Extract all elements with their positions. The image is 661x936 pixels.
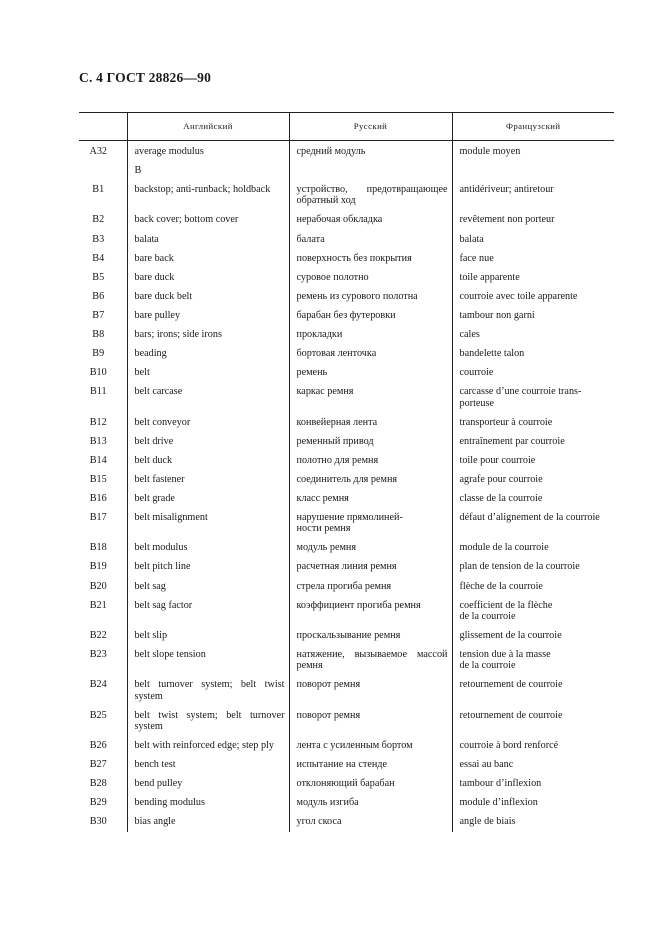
term-french: revêtement non porteur	[452, 211, 614, 230]
term-english: bare duck belt	[127, 287, 289, 306]
table-row	[79, 268, 614, 287]
table-row	[79, 230, 614, 249]
column-header-french: Французский	[452, 113, 614, 141]
term-english: bars; irons; side irons	[127, 325, 289, 344]
term-french: coefficient de la flèche de la courroie	[452, 596, 614, 626]
term-russian: суровое полотно	[289, 268, 452, 287]
term-russian: конвейерная лента	[289, 413, 452, 432]
table-row	[79, 736, 614, 755]
term-code: B5	[92, 271, 105, 283]
table-row	[79, 558, 614, 577]
term-english: average modulus	[127, 141, 289, 162]
page-header: С. 4 ГОСТ 28826—90	[79, 70, 212, 85]
term-english: bend pulley	[127, 775, 289, 794]
term-code: A32	[89, 146, 108, 157]
term-french: courroie	[452, 364, 614, 383]
term-code: B24	[89, 679, 107, 691]
term-russian: испытание на стенде	[289, 755, 452, 774]
term-english: belt modulus	[127, 539, 289, 558]
table-row	[79, 413, 614, 432]
term-french: toile pour courroie	[452, 451, 614, 470]
table-row	[79, 141, 614, 162]
term-code: B21	[89, 599, 107, 611]
term-french: antidériveur; antiretour	[452, 181, 614, 211]
term-russian: поверхность без покрытия	[289, 249, 452, 268]
term-russian: каркас ремня	[289, 383, 452, 413]
table-row	[79, 249, 614, 268]
term-english: bench test	[127, 755, 289, 774]
term-french: entraînement par courroie	[452, 432, 614, 451]
term-english: bare back	[127, 249, 289, 268]
term-english: back cover; bottom cover	[127, 211, 289, 230]
term-french: transporteur à courroie	[452, 413, 614, 432]
term-russian: поворот ремня	[289, 676, 452, 706]
table-row	[79, 676, 614, 706]
term-russian: ремень	[289, 364, 452, 383]
term-english: belt sag factor	[127, 596, 289, 626]
term-french: tambour non garni	[452, 306, 614, 325]
term-french: plan de tension de la courroie	[452, 558, 614, 577]
column-header-english: Английский	[127, 113, 289, 141]
table-row	[79, 577, 614, 596]
term-russian: натяжение, вызываемое массой ремня	[289, 645, 452, 675]
table-row	[79, 596, 614, 626]
term-code: B29	[89, 797, 107, 809]
table-row	[79, 364, 614, 383]
table-row	[79, 470, 614, 489]
term-code: B12	[89, 416, 107, 428]
table-row	[79, 775, 614, 794]
table-row	[79, 451, 614, 470]
table-row	[79, 432, 614, 451]
table-row	[79, 287, 614, 306]
term-code: B10	[89, 367, 107, 379]
term-english: balata	[127, 230, 289, 249]
term-french: tambour d’inflexion	[452, 775, 614, 794]
term-english: bare pulley	[127, 306, 289, 325]
table-row	[79, 211, 614, 230]
term-code: B4	[92, 252, 105, 264]
term-russian: устройство, предотвращающее обратный ход	[289, 181, 452, 211]
term-french: bandelette talon	[452, 345, 614, 364]
table-row	[79, 813, 614, 832]
term-code: B6	[92, 290, 105, 302]
term-russian: ременный привод	[289, 432, 452, 451]
table-row	[79, 489, 614, 508]
term-code: B26	[89, 739, 107, 751]
term-russian: класс ремня	[289, 489, 452, 508]
term-french: face nue	[452, 249, 614, 268]
term-code: B30	[89, 816, 107, 828]
glossary-table	[79, 112, 614, 832]
term-russian: модуль изгиба	[289, 794, 452, 813]
term-french: agrafe pour courroie	[452, 470, 614, 489]
term-russian: угол скоса	[289, 813, 452, 832]
term-french: cales	[452, 325, 614, 344]
term-russian: ремень из сурового полотна	[289, 287, 452, 306]
table-row	[79, 181, 614, 211]
term-code: B28	[89, 778, 107, 790]
term-code: B18	[89, 542, 107, 554]
term-english: bare duck	[127, 268, 289, 287]
term-russian: отклоняющий барабан	[289, 775, 452, 794]
column-header-code	[79, 113, 127, 141]
term-french: balata	[452, 230, 614, 249]
column-header-russian: Русский	[289, 113, 452, 141]
term-russian: поворот ремня	[289, 706, 452, 736]
term-english: belt conveyor	[127, 413, 289, 432]
term-french: tension due à la masse de la courroie	[452, 645, 614, 675]
table-row	[79, 383, 614, 413]
term-french: courroie avec toile apparente	[452, 287, 614, 306]
term-english: belt pitch line	[127, 558, 289, 577]
term-code: B23	[89, 649, 107, 661]
term-code: B25	[89, 709, 107, 721]
term-russian: соединитель для ремня	[289, 470, 452, 489]
term-code: B9	[92, 348, 105, 360]
term-french: glissement de la courroie	[452, 626, 614, 645]
term-english: belt carcase	[127, 383, 289, 413]
term-french: retournement de courroie	[452, 676, 614, 706]
term-english: belt sag	[127, 577, 289, 596]
term-russian: балата	[289, 230, 452, 249]
term-code: B14	[89, 454, 107, 466]
term-code: B7	[92, 309, 105, 321]
term-english: belt twist system; belt turnover system	[127, 706, 289, 736]
table-row	[79, 626, 614, 645]
term-russian: лента с усиленным бортом	[289, 736, 452, 755]
term-english: belt misalignment	[127, 509, 289, 539]
term-russian: средний модуль	[289, 141, 452, 162]
term-french: défaut d’alignement de la courroie	[452, 509, 614, 539]
table-header-row	[79, 113, 614, 141]
term-russian: коэффициент прогиба ремня	[289, 596, 452, 626]
table-row	[79, 345, 614, 364]
term-code: B13	[89, 435, 107, 447]
term-english: bias angle	[127, 813, 289, 832]
term-code: B22	[89, 629, 107, 641]
term-english: belt duck	[127, 451, 289, 470]
section-letter: В	[127, 162, 289, 181]
term-french: module de la courroie	[452, 539, 614, 558]
term-english: belt fastener	[127, 470, 289, 489]
table-row	[79, 539, 614, 558]
term-russian: прокладки	[289, 325, 452, 344]
term-code: B8	[92, 329, 105, 341]
table-row	[79, 645, 614, 675]
term-english: bending modulus	[127, 794, 289, 813]
table-row	[79, 509, 614, 539]
term-russian: расчетная линия ремня	[289, 558, 452, 577]
term-english: belt with reinforced edge; step ply	[127, 736, 289, 755]
term-english: belt slope tension	[127, 645, 289, 675]
term-french: courroie à bord renforcé	[452, 736, 614, 755]
term-english: belt grade	[127, 489, 289, 508]
term-french: flèche de la courroie	[452, 577, 614, 596]
term-code: B11	[89, 386, 107, 398]
section-spacer	[79, 162, 127, 181]
term-russian: нарушение прямолиней- ности ремня	[289, 509, 452, 539]
table-row	[79, 306, 614, 325]
term-code: B1	[92, 184, 105, 196]
term-code: B27	[89, 759, 107, 771]
term-french: classe de la courroie	[452, 489, 614, 508]
term-english: belt slip	[127, 626, 289, 645]
term-code: B15	[89, 473, 107, 485]
term-code: B17	[89, 512, 107, 524]
term-english: beading	[127, 345, 289, 364]
term-french: retournement de courroie	[452, 706, 614, 736]
term-english: backstop; anti-runback; holdback	[127, 181, 289, 211]
term-french: toile apparente	[452, 268, 614, 287]
term-russian: проскальзывание ремня	[289, 626, 452, 645]
term-french: carcasse d’une courroie trans- porteuse	[452, 383, 614, 413]
term-russian: полотно для ремня	[289, 451, 452, 470]
term-french: module moyen	[452, 141, 614, 162]
section-spacer	[452, 162, 614, 181]
term-russian: барабан без футеровки	[289, 306, 452, 325]
table-row	[79, 706, 614, 736]
term-russian: модуль ремня	[289, 539, 452, 558]
section-spacer	[289, 162, 452, 181]
term-code: B2	[92, 214, 105, 226]
term-english: belt	[127, 364, 289, 383]
term-english: belt turnover system; belt twist system	[127, 676, 289, 706]
term-code: B19	[89, 561, 107, 573]
glossary-body	[79, 141, 614, 832]
term-russian: нерабочая обкладка	[289, 211, 452, 230]
table-row	[79, 755, 614, 774]
term-russian: стрела прогиба ремня	[289, 577, 452, 596]
table-row	[79, 325, 614, 344]
term-french: module d’inflexion	[452, 794, 614, 813]
term-french: essai au banc	[452, 755, 614, 774]
term-code: B3	[92, 233, 105, 245]
section-row	[79, 162, 614, 181]
term-russian: бортовая ленточка	[289, 345, 452, 364]
table-row	[79, 794, 614, 813]
term-english: belt drive	[127, 432, 289, 451]
term-french: angle de biais	[452, 813, 614, 832]
term-code: B20	[89, 580, 107, 592]
term-code: B16	[89, 493, 107, 504]
